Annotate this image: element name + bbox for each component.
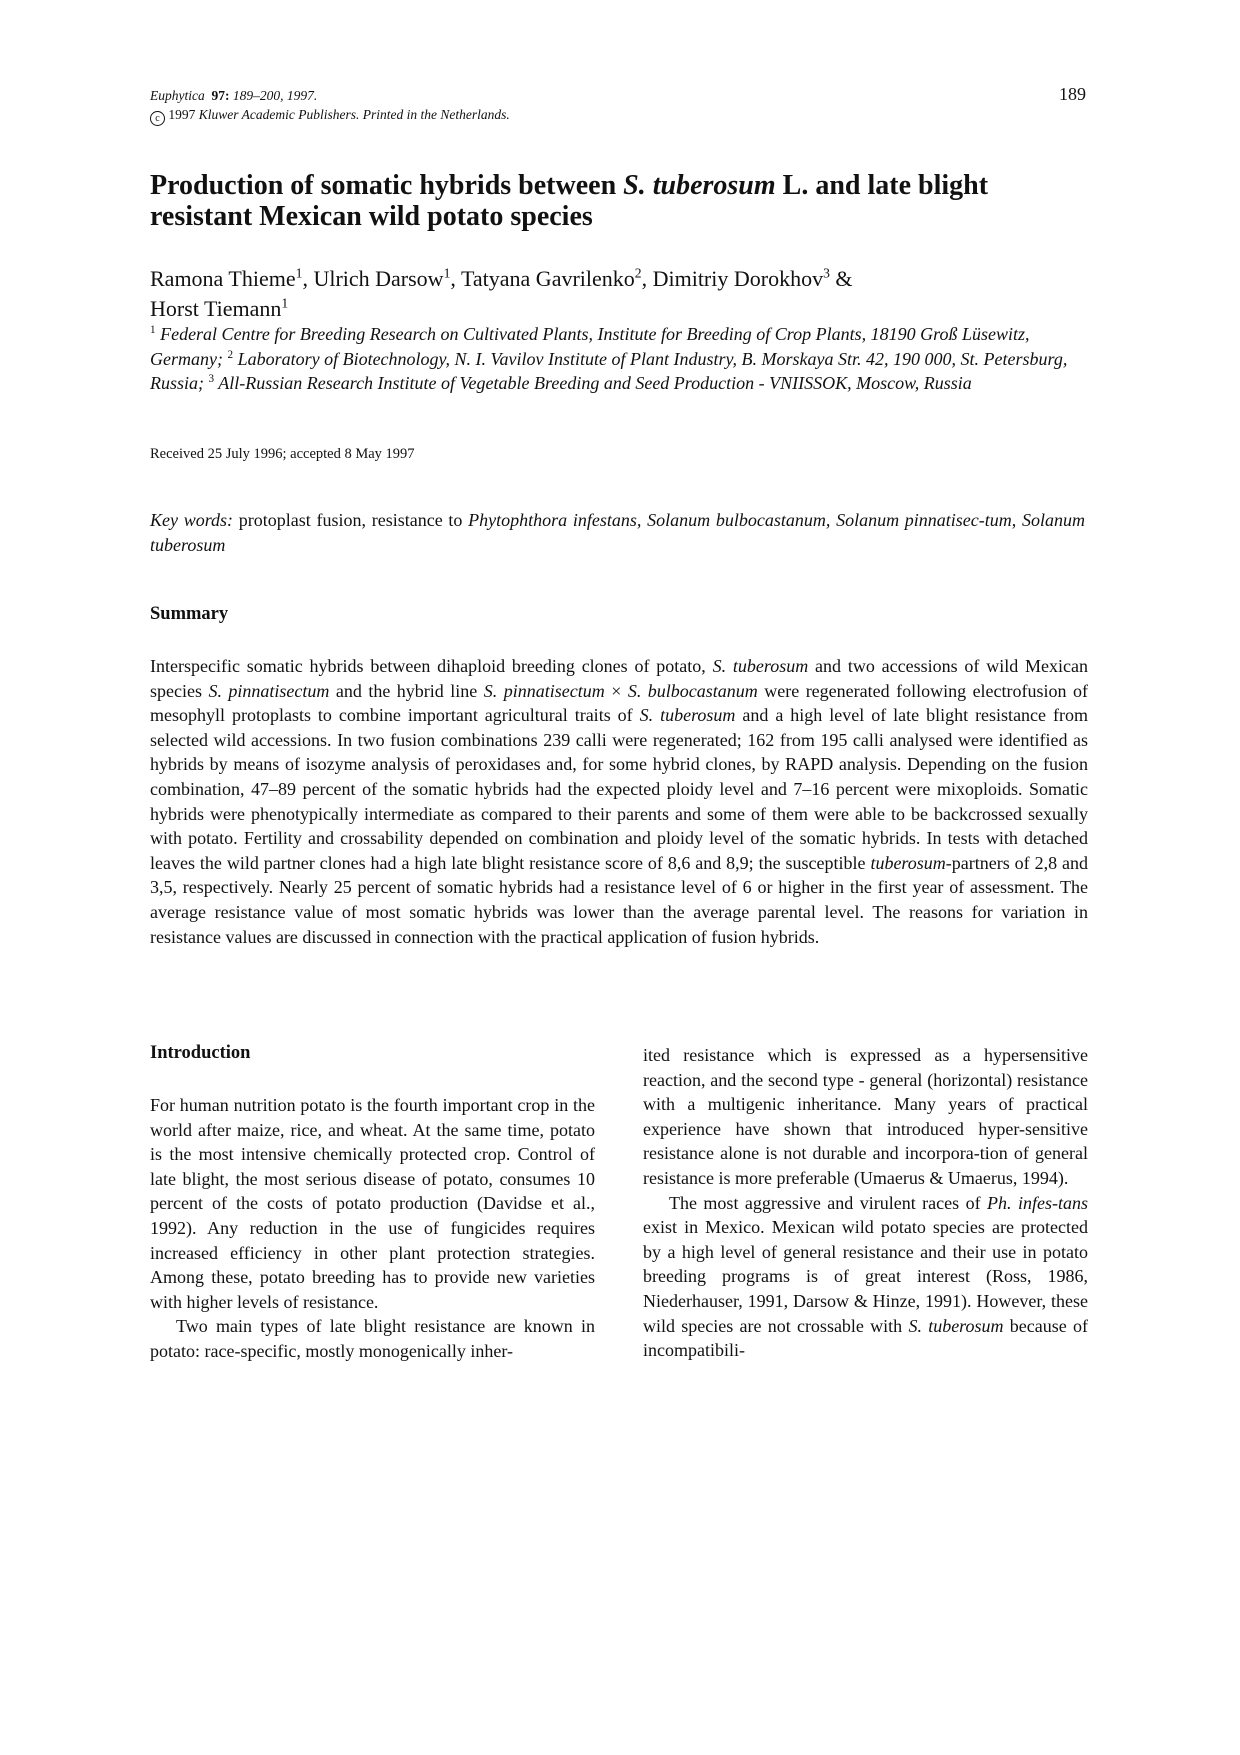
paragraph bbox=[643, 1191, 1088, 1363]
author-name: , Tatyana Gavrilenko bbox=[450, 266, 635, 291]
summary-text: were regenerated following electrofusion of mesophyll protoplasts to combine important agricultural traits of bbox=[150, 680, 1088, 726]
paragraph-text: because of incompatibili- bbox=[643, 1315, 1088, 1361]
summary-text: and two accessions of wild Mexican species bbox=[150, 656, 1088, 701]
title-part: resistant Mexican wild potato species bbox=[150, 201, 593, 232]
affiliation-text: Federal Centre for Breeding Research on Cultivated Plants, Institute for Breeding of Crop Plants, 18190 Groß Lüsewitz, Germany; bbox=[150, 324, 1030, 369]
author-name: , Ulrich Darsow bbox=[302, 266, 444, 291]
author-name: Horst Tiemann bbox=[150, 296, 282, 321]
received-dates: Received 25 July 1996; accepted 8 May 1997 bbox=[150, 446, 415, 462]
summary-paragraph bbox=[150, 654, 1088, 949]
copyright-line bbox=[150, 106, 510, 126]
page-number: 189 bbox=[1059, 84, 1086, 104]
affiliations bbox=[150, 322, 1085, 396]
affiliation-marker: 2 bbox=[634, 265, 642, 281]
keywords-text: protoplast fusion, resistance to bbox=[233, 510, 469, 530]
journal-name: Euphytica bbox=[150, 88, 205, 103]
species-name: S. tuberosum bbox=[908, 1315, 1004, 1336]
affiliation-marker: 1 bbox=[295, 265, 303, 281]
journal-volume: 97: bbox=[211, 88, 230, 103]
keywords-label: Key words: bbox=[150, 510, 234, 530]
species-name: Ph. infes-tans bbox=[987, 1192, 1088, 1213]
journal-pages: 189–200, 1997. bbox=[232, 88, 318, 103]
summary-text: and the hybrid line bbox=[329, 680, 484, 701]
affiliation-marker: 1 bbox=[443, 265, 451, 281]
species-name: tuberosum bbox=[870, 852, 946, 873]
affiliation-text: All-Russian Research Institute of Vegetable Breeding and Seed Production - VNIISSOK, Moscow, Russia bbox=[214, 373, 972, 393]
left-column bbox=[150, 1093, 595, 1364]
keywords-species: Solanum tuberosum bbox=[150, 510, 1086, 555]
species-name: S. tuberosum bbox=[639, 705, 736, 726]
article-title bbox=[150, 170, 1110, 232]
author-name: , Dimitriy Dorokhov bbox=[641, 266, 824, 291]
author-separator: & bbox=[829, 266, 853, 291]
title-part: L. and late blight bbox=[775, 170, 989, 201]
paragraph-text: exist in Mexico. Mexican wild potato species are protected by a high level of general resistance and their use in potato breeding programs is of great interest (Ross, 1986, Niederhauser, 1991, Darsow & Hinze, 1991). However, these wild species are not crossable with bbox=[643, 1217, 1088, 1336]
paragraph: For human nutrition potato is the fourth important crop in the world after maize, rice, and wheat. At the same time, potato is the most intensive chemically protected crop. Control of late blight, the most serious disease of potato, consumes 10 percent of the costs of potato production (Davidse et al., 1992). Any reduction in the use of fungicides requires increased efficiency in other plant protection strategies. Among these, potato breeding has to provide new varieties with higher levels of resistance. bbox=[150, 1095, 595, 1312]
title-species: S. tuberosum bbox=[623, 170, 776, 201]
paragraph: ited resistance which is expressed as a hypersensitive reaction, and the second type - general (horizontal) resistance with a multigenic inheritance. Many years of practical experience have shown that introduced hyper-sensitive resistance alone is not durable and incorpora-tion of general resistance is more preferable (Umaerus & Umaerus, 1994). bbox=[643, 1045, 1088, 1188]
introduction-heading: Introduction bbox=[150, 1043, 251, 1063]
journal-citation bbox=[150, 87, 317, 105]
summary-text: Interspecific somatic hybrids between dihaploid breeding clones of potato, bbox=[150, 656, 713, 676]
summary-text: -partners of 2,8 and 3,5, respectively. Nearly 25 percent of somatic hybrids had a resistance level of 6 or higher in the first year of assessment. The average resistance value of most somatic hybrids was lower than the average parental level. The reasons for variation in resistance values are discussed in connection with the practical application of fusion hybrids. bbox=[150, 852, 1089, 947]
copyright-year: 1997 bbox=[168, 107, 196, 122]
species-name: S. pinnatisectum bbox=[483, 680, 605, 701]
paragraph: Two main types of late blight resistance are known in potato: race-specific, mostly monogenically inher- bbox=[150, 1316, 595, 1361]
summary-heading: Summary bbox=[150, 604, 229, 624]
keywords bbox=[150, 508, 1085, 558]
species-name: S. tuberosum bbox=[712, 656, 809, 676]
title-part: Production of somatic hybrids between bbox=[150, 170, 624, 201]
species-name: S. bulbocastanum bbox=[627, 680, 758, 701]
summary-text: × bbox=[604, 680, 628, 701]
affiliation-number: 1 bbox=[150, 324, 156, 336]
keywords-text: , bbox=[1011, 510, 1023, 530]
right-column bbox=[643, 1043, 1088, 1363]
keywords-species: Phytophthora infestans, Solanum bulbocastanum, Solanum pinnatisec-tum bbox=[468, 510, 1012, 530]
authors bbox=[150, 264, 1110, 324]
publisher: Kluwer Academic Publishers. Printed in the Netherlands. bbox=[198, 107, 510, 122]
copyright-symbol: c bbox=[150, 111, 165, 126]
paragraph-text: The most aggressive and virulent races of bbox=[669, 1192, 988, 1213]
author-name: Ramona Thieme bbox=[150, 266, 296, 291]
affiliation-number: 2 bbox=[227, 348, 234, 361]
affiliation-number: 3 bbox=[208, 373, 215, 385]
affiliation-marker: 3 bbox=[823, 265, 830, 281]
affiliation-marker: 1 bbox=[281, 295, 289, 311]
affiliation-text: Laboratory of Biotechnology, N. I. Vavilov Institute of Plant Industry, B. Morskaya Str. 42, 190 000, St. Petersburg, Russia; bbox=[150, 348, 1068, 393]
summary-text: and a high level of late blight resistance from selected wild accessions. In two fusion combinations 239 calli were regenerated; 162 from 195 calli analysed were identified as hybrids by means of isozyme analysis of peroxidases and, for some hybrid clones, by RAPD analysis. Depending on the fusion combination, 47–89 percent of the somatic hybrids had the expected ploidy level and 7–16 percent were mixoploids. Somatic hybrids were phenotypically intermediate as compared to their parents and some of them were able to be backcrossed sexually with potato. Fertility and crossability depended on combination and ploidy level of the somatic hybrids. In tests with detached leaves the wild partner clones had a high late blight resistance score of 8,6 and 8,9; the susceptible bbox=[150, 705, 1088, 873]
species-name: S. pinnatisectum bbox=[208, 680, 330, 701]
